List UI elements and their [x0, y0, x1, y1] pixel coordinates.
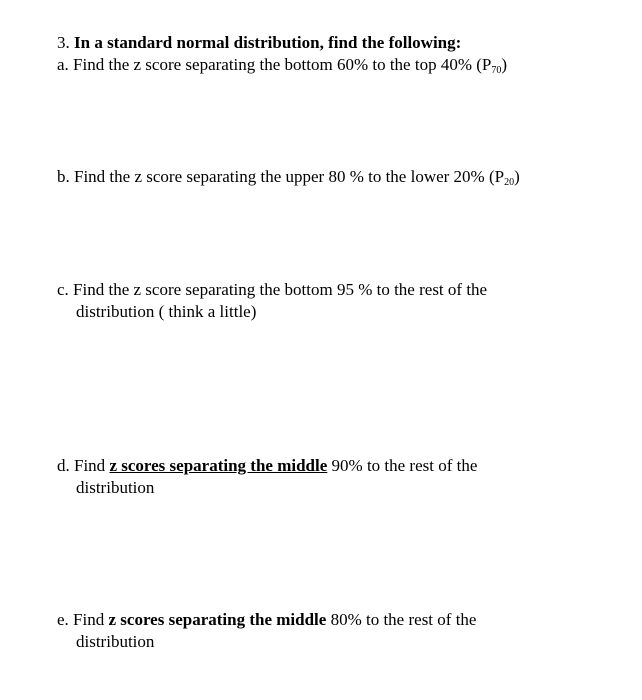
part-e-post: 80% to the rest of the — [330, 610, 477, 629]
part-c-line-2: distribution ( think a little) — [76, 302, 257, 321]
part-c-text: Find the z score separating the bottom 95 % to the rest of the — [73, 280, 488, 299]
problem-title: In a standard normal distribution, find the following: — [74, 33, 462, 52]
part-b-text: Find the z score separating the upper 80 % to the lower 20% (P — [74, 167, 505, 186]
part-e-pre: Find — [73, 610, 105, 629]
part-e-line-2: distribution — [76, 632, 155, 651]
part-c — [57, 279, 487, 301]
part-e-emphasis: z scores separating the middle — [108, 610, 327, 629]
part-a-label: a. — [57, 55, 69, 74]
part-a — [57, 54, 507, 76]
problem-number: 3. — [57, 33, 70, 52]
part-d-label: d. — [57, 456, 70, 475]
part-d-emphasis: z scores separating the middle — [109, 456, 328, 475]
part-e — [57, 609, 476, 631]
part-b — [57, 166, 520, 188]
part-b-close: ) — [514, 167, 520, 186]
problem-heading — [57, 32, 461, 54]
part-a-close: ) — [501, 55, 508, 74]
part-a-text: Find the z score separating the bottom 60% to the top 40% (P — [73, 55, 492, 74]
part-e-label: e. — [57, 610, 69, 629]
part-c-label: c. — [57, 280, 69, 299]
part-d — [57, 455, 477, 477]
part-b-label: b. — [57, 167, 70, 186]
part-d-line-2: distribution — [76, 478, 155, 497]
part-d-post: 90% to the rest of the — [331, 456, 478, 475]
part-b-subscript: 20 — [504, 177, 515, 188]
part-d-pre: Find — [74, 456, 106, 475]
part-a-subscript: 70 — [491, 65, 502, 76]
